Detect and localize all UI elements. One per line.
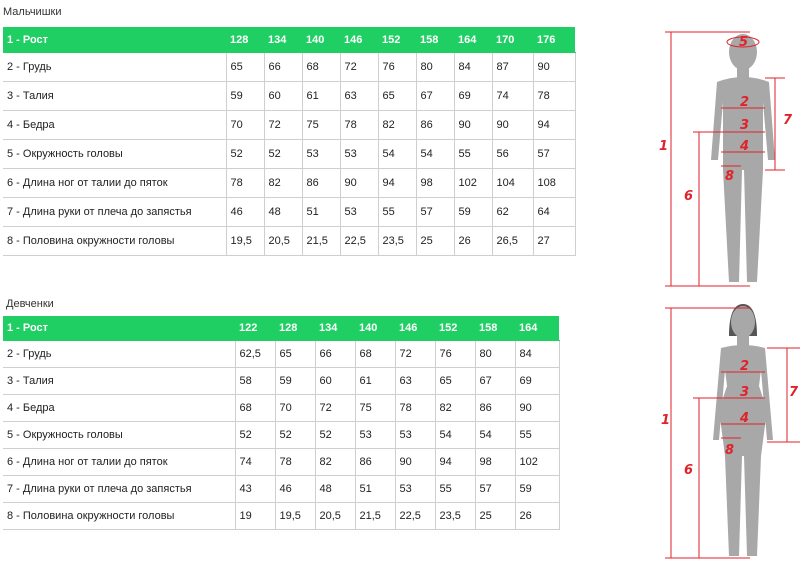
measurement-label: 5 - Окружность головы — [3, 422, 235, 449]
table-header-row — [3, 27, 575, 53]
measurement-value: 90 — [515, 395, 559, 422]
measurement-label: 2 - Грудь — [3, 341, 235, 368]
height-column-header: 146 — [395, 316, 435, 341]
table-row — [3, 476, 559, 503]
measurement-value: 90 — [492, 111, 533, 140]
measurement-value: 53 — [302, 140, 340, 169]
measurement-value: 69 — [454, 82, 492, 111]
measurement-value: 65 — [226, 53, 264, 82]
table-row — [3, 227, 575, 256]
measurement-label: 6 - Длина ног от талии до пяток — [3, 449, 235, 476]
measurement-value: 82 — [264, 169, 302, 198]
measurement-value: 23,5 — [435, 503, 475, 530]
measurement-value: 52 — [264, 140, 302, 169]
measurement-value: 70 — [226, 111, 264, 140]
table-row — [3, 140, 575, 169]
measurement-value: 72 — [264, 111, 302, 140]
height-column-header: 158 — [475, 316, 515, 341]
table-row — [3, 341, 559, 368]
measurement-value: 64 — [533, 198, 575, 227]
measurement-value: 80 — [475, 341, 515, 368]
measurement-value: 23,5 — [378, 227, 416, 256]
measurement-value: 59 — [275, 368, 315, 395]
measurement-value: 54 — [435, 422, 475, 449]
measurement-value: 67 — [416, 82, 454, 111]
measurement-value: 72 — [395, 341, 435, 368]
measurement-value: 75 — [302, 111, 340, 140]
height-header-label: 1 - Рост — [3, 27, 226, 53]
measurement-value: 53 — [340, 140, 378, 169]
measurement-label: 7 - Длина руки от плеча до запястья — [3, 198, 226, 227]
measurement-value: 84 — [515, 341, 559, 368]
measurement-value: 26 — [515, 503, 559, 530]
measurement-value: 86 — [355, 449, 395, 476]
measurement-value: 66 — [264, 53, 302, 82]
measurement-value: 80 — [416, 53, 454, 82]
marker-2: 2 — [740, 95, 750, 110]
table-row — [3, 198, 575, 227]
measurement-value: 51 — [355, 476, 395, 503]
marker-7: 7 — [783, 113, 793, 128]
measurement-value: 60 — [315, 368, 355, 395]
measurement-value: 22,5 — [340, 227, 378, 256]
boy-silhouette — [711, 34, 775, 282]
measurement-value: 94 — [378, 169, 416, 198]
measurement-value: 55 — [454, 140, 492, 169]
marker-6: 6 — [684, 189, 694, 204]
measurement-value: 58 — [235, 368, 275, 395]
measurement-value: 20,5 — [264, 227, 302, 256]
marker-5: 5 — [739, 35, 749, 50]
boys-size-table — [3, 27, 576, 256]
girl-measurement-figure — [655, 300, 805, 565]
measurement-value: 82 — [435, 395, 475, 422]
height-column-header: 164 — [515, 316, 559, 341]
marker-7: 7 — [789, 385, 799, 400]
measurement-value: 66 — [315, 341, 355, 368]
measurement-value: 67 — [475, 368, 515, 395]
measurement-value: 59 — [454, 198, 492, 227]
measurement-value: 27 — [533, 227, 575, 256]
measurement-value: 74 — [492, 82, 533, 111]
measurement-value: 54 — [378, 140, 416, 169]
measurement-value: 53 — [395, 476, 435, 503]
measurement-value: 26 — [454, 227, 492, 256]
measurement-value: 94 — [533, 111, 575, 140]
measurement-value: 68 — [302, 53, 340, 82]
measurement-value: 48 — [315, 476, 355, 503]
measurement-value: 52 — [275, 422, 315, 449]
measurement-value: 65 — [275, 341, 315, 368]
measurement-value: 22,5 — [395, 503, 435, 530]
measurement-value: 57 — [416, 198, 454, 227]
measurement-value: 104 — [492, 169, 533, 198]
measurement-value: 68 — [235, 395, 275, 422]
marker-2: 2 — [740, 359, 750, 374]
table-row — [3, 503, 559, 530]
measurement-value: 86 — [302, 169, 340, 198]
measurement-value: 82 — [378, 111, 416, 140]
table-row — [3, 449, 559, 476]
measurement-value: 57 — [533, 140, 575, 169]
measurement-value: 55 — [435, 476, 475, 503]
marker-3: 3 — [740, 118, 750, 133]
girls-size-table — [3, 316, 560, 530]
measurement-value: 63 — [340, 82, 378, 111]
height-column-header: 128 — [226, 27, 264, 53]
measurement-value: 46 — [275, 476, 315, 503]
measurement-value: 19,5 — [275, 503, 315, 530]
measurement-value: 61 — [355, 368, 395, 395]
table-row — [3, 422, 559, 449]
height-column-header: 152 — [378, 27, 416, 53]
table-row — [3, 368, 559, 395]
height-column-header: 140 — [355, 316, 395, 341]
measurement-value: 78 — [275, 449, 315, 476]
measurement-value: 43 — [235, 476, 275, 503]
marker-3: 3 — [740, 385, 750, 400]
measurement-value: 55 — [515, 422, 559, 449]
measurement-label: 8 - Половина окружности головы — [3, 503, 235, 530]
measurement-value: 20,5 — [315, 503, 355, 530]
measurement-value: 72 — [315, 395, 355, 422]
measurement-label: 6 - Длина ног от талии до пяток — [3, 169, 226, 198]
measurement-value: 75 — [355, 395, 395, 422]
height-column-header: 146 — [340, 27, 378, 53]
table-row — [3, 53, 575, 82]
marker-8: 8 — [725, 169, 735, 184]
measurement-value: 59 — [515, 476, 559, 503]
measurement-value: 102 — [454, 169, 492, 198]
measurement-label: 2 - Грудь — [3, 53, 226, 82]
table-row — [3, 82, 575, 111]
measurement-value: 26,5 — [492, 227, 533, 256]
measurement-value: 76 — [435, 341, 475, 368]
measurement-value: 102 — [515, 449, 559, 476]
measurement-value: 52 — [226, 140, 264, 169]
measurement-value: 90 — [533, 53, 575, 82]
measurement-value: 68 — [355, 341, 395, 368]
measurement-value: 76 — [378, 53, 416, 82]
measurement-value: 78 — [533, 82, 575, 111]
measurement-value: 19 — [235, 503, 275, 530]
measurement-value: 48 — [264, 198, 302, 227]
marker-4: 4 — [740, 139, 750, 154]
measurement-label: 3 - Талия — [3, 368, 235, 395]
height-column-header: 122 — [235, 316, 275, 341]
measurement-value: 54 — [475, 422, 515, 449]
measurement-value: 46 — [226, 198, 264, 227]
measurement-value: 53 — [340, 198, 378, 227]
measurement-value: 90 — [340, 169, 378, 198]
measurement-value: 72 — [340, 53, 378, 82]
measurement-value: 65 — [378, 82, 416, 111]
measurement-value: 53 — [395, 422, 435, 449]
height-column-header: 134 — [315, 316, 355, 341]
measurement-value: 78 — [395, 395, 435, 422]
measurement-value: 90 — [454, 111, 492, 140]
measurement-value: 70 — [275, 395, 315, 422]
measurement-value: 74 — [235, 449, 275, 476]
measurement-label: 5 - Окружность головы — [3, 140, 226, 169]
marker-6: 6 — [684, 463, 694, 478]
measurement-value: 78 — [226, 169, 264, 198]
measurement-value: 55 — [378, 198, 416, 227]
measurement-value: 21,5 — [355, 503, 395, 530]
girl-silhouette — [713, 304, 773, 556]
marker-1: 1 — [661, 413, 671, 428]
height-column-header: 164 — [454, 27, 492, 53]
measurement-value: 69 — [515, 368, 559, 395]
measurement-label: 4 - Бедра — [3, 111, 226, 140]
measurement-value: 86 — [475, 395, 515, 422]
table-header-row — [3, 316, 559, 341]
measurement-value: 53 — [355, 422, 395, 449]
height-column-header: 140 — [302, 27, 340, 53]
measurement-value: 87 — [492, 53, 533, 82]
measurement-value: 61 — [302, 82, 340, 111]
measurement-value: 56 — [492, 140, 533, 169]
measurement-value: 52 — [315, 422, 355, 449]
height-column-header: 158 — [416, 27, 454, 53]
height-column-header: 176 — [533, 27, 575, 53]
table-row — [3, 111, 575, 140]
measurement-value: 78 — [340, 111, 378, 140]
marker-4: 4 — [740, 411, 750, 426]
table-row — [3, 395, 559, 422]
measurement-value: 86 — [416, 111, 454, 140]
measurement-value: 62 — [492, 198, 533, 227]
marker-1: 1 — [659, 139, 669, 154]
height-column-header: 134 — [264, 27, 302, 53]
height-column-header: 128 — [275, 316, 315, 341]
measurement-value: 98 — [416, 169, 454, 198]
measurement-value: 62,5 — [235, 341, 275, 368]
height-column-header: 170 — [492, 27, 533, 53]
boys-section-title: Мальчишки — [3, 6, 62, 18]
measurement-value: 94 — [435, 449, 475, 476]
measurement-value: 21,5 — [302, 227, 340, 256]
measurement-value: 60 — [264, 82, 302, 111]
measurement-value: 84 — [454, 53, 492, 82]
measurement-value: 51 — [302, 198, 340, 227]
measurement-value: 108 — [533, 169, 575, 198]
height-column-header: 152 — [435, 316, 475, 341]
measurement-value: 57 — [475, 476, 515, 503]
measurement-label: 4 - Бедра — [3, 395, 235, 422]
measurement-value: 59 — [226, 82, 264, 111]
measurement-value: 25 — [416, 227, 454, 256]
measurement-value: 63 — [395, 368, 435, 395]
marker-8: 8 — [725, 443, 735, 458]
measurement-value: 65 — [435, 368, 475, 395]
measurement-value: 98 — [475, 449, 515, 476]
measurement-value: 25 — [475, 503, 515, 530]
measurement-label: 8 - Половина окружности головы — [3, 227, 226, 256]
measurement-value: 90 — [395, 449, 435, 476]
measurement-label: 3 - Талия — [3, 82, 226, 111]
measurement-value: 54 — [416, 140, 454, 169]
height-header-label: 1 - Рост — [3, 316, 235, 341]
boy-measurement-figure — [655, 20, 805, 295]
girls-section-title: Девченки — [6, 298, 54, 310]
measurement-value: 19,5 — [226, 227, 264, 256]
measurement-value: 82 — [315, 449, 355, 476]
measurement-value: 52 — [235, 422, 275, 449]
measurement-label: 7 - Длина руки от плеча до запястья — [3, 476, 235, 503]
table-row — [3, 169, 575, 198]
